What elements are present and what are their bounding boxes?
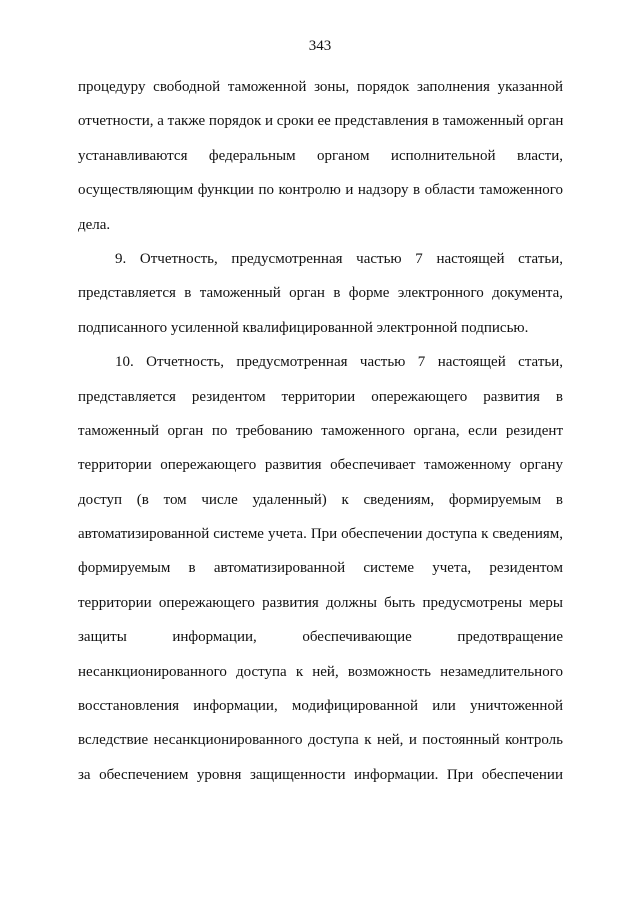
paragraph bbox=[78, 70, 563, 242]
document-body bbox=[78, 70, 563, 792]
text-line: вследствие несанкционированного доступа к ней, и постоянный контроль bbox=[78, 732, 563, 749]
text-line: защиты информации, обеспечивающие предотвращение bbox=[78, 629, 563, 646]
paragraph bbox=[78, 345, 563, 792]
text-line: представляется в таможенный орган в форме электронного документа, bbox=[78, 285, 563, 302]
text-line: подписанного усиленной квалифицированной электронной подписью. bbox=[78, 319, 529, 336]
paragraph bbox=[78, 242, 563, 345]
text-line: дела. bbox=[78, 216, 111, 233]
text-line: отчетности, а также порядок и сроки ее представления в таможенный орган bbox=[78, 113, 564, 130]
text-line: за обеспечением уровня защищенности информации. При обеспечении bbox=[78, 766, 563, 783]
text-line: территории опережающего развития должны быть предусмотрены меры bbox=[78, 594, 563, 611]
text-line: устанавливаются федеральным органом исполнительной власти, bbox=[78, 147, 563, 164]
text-line: территории опережающего развития обеспечивает таможенному органу bbox=[78, 457, 563, 474]
text-line: 9. Отчетность, предусмотренная частью 7 настоящей статьи, bbox=[115, 250, 563, 267]
text-line: процедуру свободной таможенной зоны, порядок заполнения указанной bbox=[78, 79, 563, 95]
text-line: 10. Отчетность, предусмотренная частью 7 настоящей статьи, bbox=[115, 354, 563, 371]
text-line: таможенный орган по требованию таможенного органа, если резидент bbox=[78, 422, 563, 439]
text-line: формируемым в автоматизированной системе учета, резидентом bbox=[78, 560, 563, 577]
page-number: 343 bbox=[308, 38, 332, 54]
text-line: представляется резидентом территории опережающего развития в bbox=[78, 388, 563, 405]
text-line: автоматизированной системе учета. При обеспечении доступа к сведениям, bbox=[78, 526, 563, 543]
text-line: доступ (в том числе удаленный) к сведениям, формируемым в bbox=[78, 491, 563, 508]
text-line: осуществляющим функции по контролю и надзору в области таможенного bbox=[78, 182, 563, 199]
text-line: несанкционированного доступа к ней, возможность незамедлительного bbox=[78, 663, 563, 680]
text-line: восстановления информации, модифицированной или уничтоженной bbox=[78, 698, 563, 715]
